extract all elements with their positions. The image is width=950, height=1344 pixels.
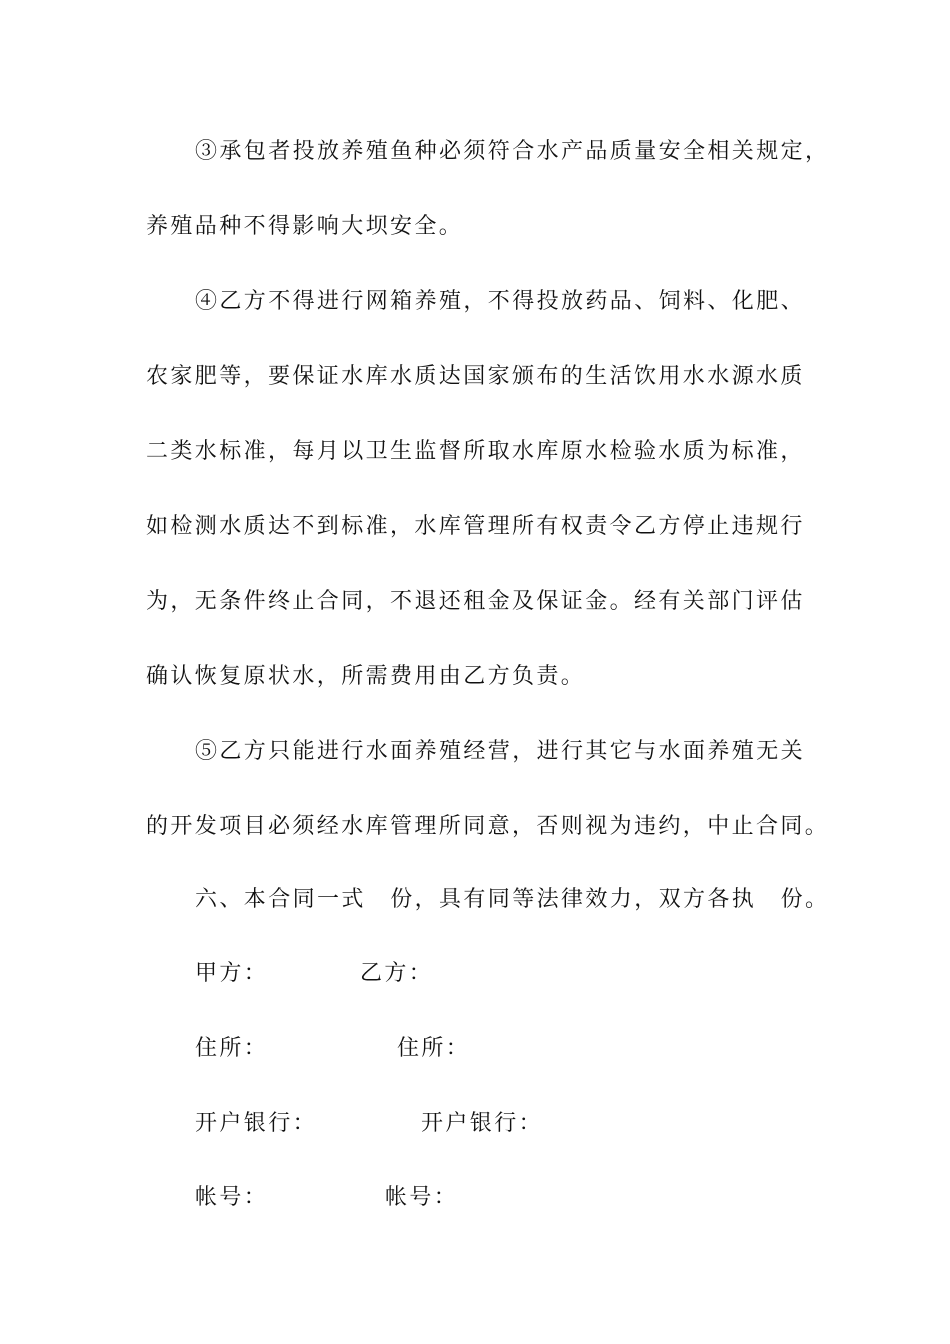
paragraph-5-line-1: ⑤乙方只能进行水面养殖经营，进行其它与水面养殖无关 [195, 739, 806, 764]
paragraph-4-line-3: 二类水标准，每月以卫生监督所取水库原水检验水质为标准， [146, 439, 805, 464]
paragraph-4-line-6: 确认恢复原状水，所需费用由乙方负责。 [146, 664, 586, 689]
party-b-address-label: 住所： [397, 1036, 471, 1061]
signature-row-bank [0, 1109, 950, 1139]
signature-row-account [0, 1183, 950, 1213]
party-a-account-label: 帐号： [195, 1185, 269, 1210]
section-6-line: 六、本合同一式 份，具有同等法律效力，双方各执 份。 [195, 887, 830, 912]
paragraph-4-line-1: ④乙方不得进行网箱养殖，不得投放药品、饲料、化肥、 [195, 289, 806, 314]
paragraph-5-line-2: 的开发项目必须经水库管理所同意，否则视为违约，中止合同。 [146, 814, 830, 839]
paragraph-4-line-4: 如检测水质达不到标准，水库管理所有权责令乙方停止违规行 [146, 514, 805, 539]
party-a-bank-label: 开户银行： [195, 1111, 318, 1136]
signature-row-party [0, 959, 950, 989]
paragraph-3-line-2: 养殖品种不得影响大坝安全。 [146, 214, 464, 239]
party-a-label: 甲方： [195, 961, 269, 986]
party-b-label: 乙方： [360, 961, 434, 986]
paragraph-4-line-2: 农家肥等，要保证水库水质达国家颁布的生活饮用水水源水质 [146, 364, 805, 389]
signature-row-address [0, 1034, 950, 1064]
party-b-account-label: 帐号： [385, 1185, 459, 1210]
paragraph-4-line-5: 为，无条件终止合同，不退还租金及保证金。经有关部门评估 [146, 589, 805, 614]
paragraph-3-line-1: ③承包者投放养殖鱼种必须符合水产品质量安全相关规定， [195, 139, 830, 164]
party-b-bank-label: 开户银行： [421, 1111, 544, 1136]
party-a-address-label: 住所： [195, 1036, 269, 1061]
